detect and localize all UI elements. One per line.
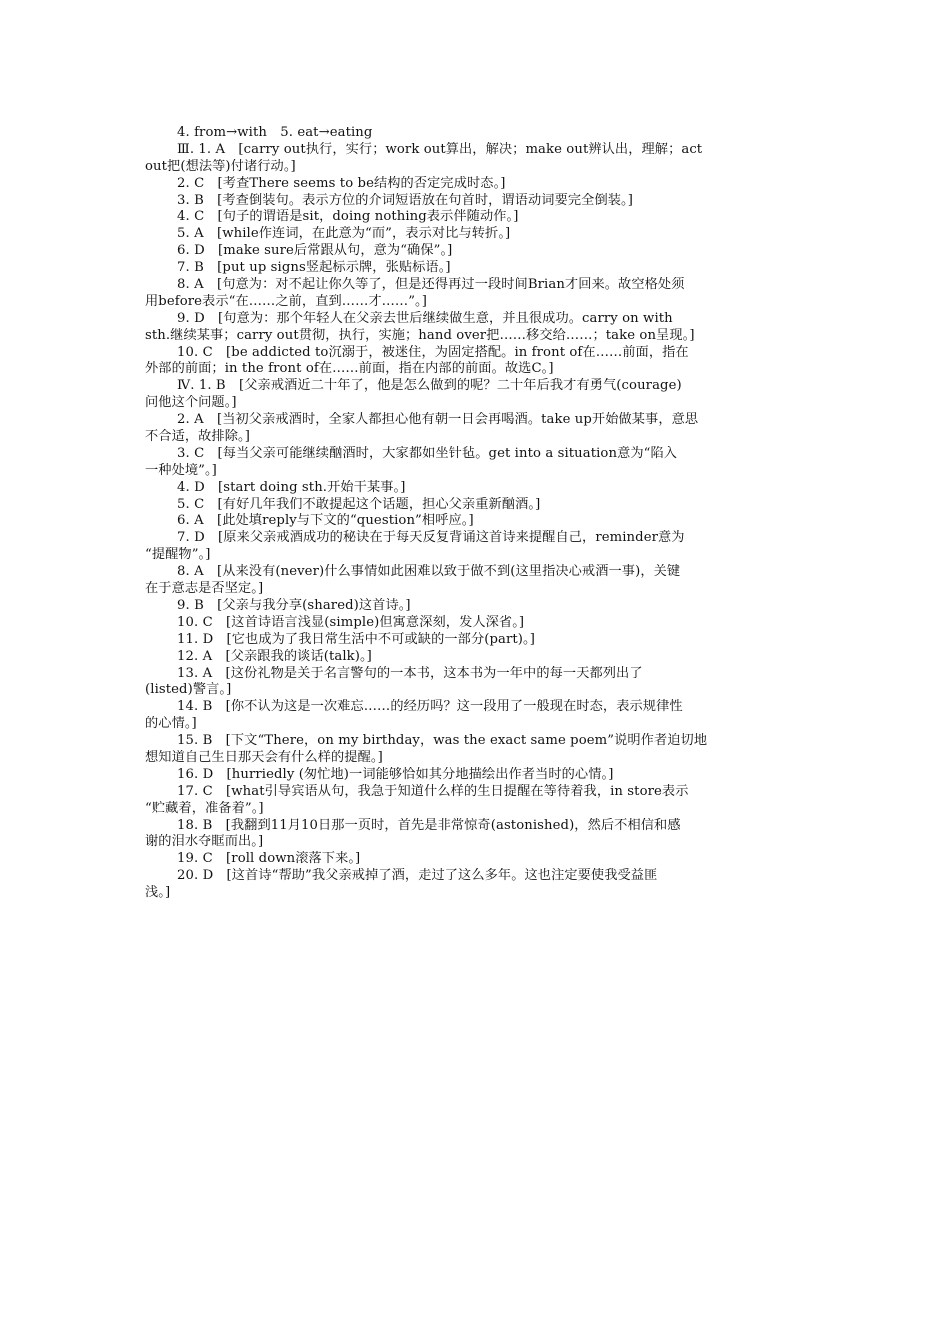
text-line: Ⅲ. 1. A [carry out执行，实行；work out算出，解决；make out辨认出，理解；act bbox=[177, 141, 703, 157]
text-line: 外部的前面；in the front of在……前面，指在内部的前面。故选C。] bbox=[145, 361, 554, 377]
text-line: 不合适，故排除。] bbox=[145, 429, 250, 445]
text-line: 20. D [这首诗“帮助”我父亲戒掉了酒，走过了这么多年。这也注定要使我受益匪 bbox=[177, 868, 658, 884]
text-line: sth.继续某事；carry out贯彻，执行，实施；hand over把……移交给……；take on呈现。] bbox=[145, 327, 695, 343]
text-line: 3. C [每当父亲可能继续酗酒时，大家都如坐针毡。get into a situation意为“陷入 bbox=[177, 445, 678, 461]
text-line: 17. C [what引导宾语从句，我急于知道什么样的生日提醒在等待着我，in store表示 bbox=[177, 783, 689, 799]
text-line: 4. from→with 5. eat→eating bbox=[177, 125, 373, 140]
text-line: 5. C [有好几年我们不敢提起这个话题，担心父亲重新酗酒。] bbox=[177, 496, 541, 512]
text-line: 10. C [这首诗语言浅显(simple)但寓意深刻，发人深省。] bbox=[177, 614, 525, 630]
text-line: 8. A [从来没有(never)什么事情如此困难以致于做不到(这里指决心戒酒一事)，关键 bbox=[177, 564, 681, 580]
text-line: out把(想法等)付诸行动。] bbox=[145, 158, 296, 174]
text-line: 问他这个问题。] bbox=[145, 395, 237, 411]
text-line: 一种处境”。] bbox=[145, 462, 217, 478]
text-line: 19. C [roll down滚落下来。] bbox=[177, 851, 361, 867]
text-line: 13. A [这份礼物是关于名言警句的一本书，这本书为一年中的每一天都列出了 bbox=[177, 665, 643, 681]
answer-key-text bbox=[145, 125, 807, 902]
text-line: 在于意志是否坚定。] bbox=[145, 581, 264, 597]
text-line: Ⅳ. 1. B [父亲戒酒近二十年了，他是怎么做到的呢？二十年后我才有勇气(courage) bbox=[177, 378, 682, 394]
text-line: 6. D [make sure后常跟从句，意为“确保”。] bbox=[177, 243, 453, 259]
text-line: 6. A [此处填reply与下文的“question”相呼应。] bbox=[177, 513, 474, 529]
text-line: 用before表示“在……之前，直到……才……”。] bbox=[145, 293, 427, 309]
text-line: 浅。] bbox=[145, 885, 171, 901]
text-line: 12. A [父亲跟我的谈话(talk)。] bbox=[177, 648, 372, 664]
text-line: 16. D [hurriedly (匆忙地)一词能够恰如其分地描绘出作者当时的心情。] bbox=[177, 766, 614, 782]
text-line: 8. A [句意为：对不起让你久等了，但是还得再过一段时间Brian才回来。故空格处须 bbox=[177, 277, 685, 293]
text-line: 4. C [句子的谓语是sit，doing nothing表示伴随动作。] bbox=[177, 209, 519, 225]
text-line: 4. D [start doing sth.开始干某事。] bbox=[177, 479, 406, 495]
text-line: “提醒物”。] bbox=[145, 547, 211, 563]
text-line: 的心情。] bbox=[145, 716, 197, 732]
text-line: 5. A [while作连词，在此意为“而”，表示对比与转折。] bbox=[177, 226, 511, 242]
text-line: 2. C [考查There seems to be结构的否定完成时态。] bbox=[177, 175, 506, 191]
text-line: 2. A [当初父亲戒酒时，全家人都担心他有朝一日会再喝酒。take up开始做某事，意思 bbox=[177, 412, 699, 428]
text-line: 想知道自己生日那天会有什么样的提醒。] bbox=[145, 749, 383, 765]
text-line: 谢的泪水夺眶而出。] bbox=[145, 834, 264, 850]
text-line: 9. D [句意为：那个年轻人在父亲去世后继续做生意，并且很成功。carry on with bbox=[177, 310, 673, 326]
text-line: 9. B [父亲与我分享(shared)这首诗。] bbox=[177, 597, 411, 613]
text-line: 18. B [我翻到11月10日那一页时，首先是非常惊奇(astonished)，然后不相信和感 bbox=[177, 817, 681, 833]
text-line: 3. B [考查倒装句。表示方位的介词短语放在句首时，谓语动词要完全倒装。] bbox=[177, 192, 633, 208]
text-line: 10. C [be addicted to沉溺于，被迷住，为固定搭配。in front of在……前面，指在 bbox=[177, 344, 689, 360]
text-line: 7. B [put up signs竖起标示牌，张贴标语。] bbox=[177, 260, 451, 276]
text-line: (listed)警言。] bbox=[145, 682, 232, 698]
text-line: “贮藏着，准备着”。] bbox=[145, 800, 264, 816]
text-line: 11. D [它也成为了我日常生活中不可或缺的一部分(part)。] bbox=[177, 631, 535, 647]
text-line: 14. B [你不认为这是一次难忘……的经历吗？这一段用了一般现在时态，表示规律性 bbox=[177, 699, 683, 715]
text-line: 15. B [下文“There，on my birthday，was the exact same poem”说明作者迫切地 bbox=[177, 733, 708, 749]
text-line: 7. D [原来父亲戒酒成功的秘诀在于每天反复背诵这首诗来提醒自己，reminder意为 bbox=[177, 530, 685, 546]
